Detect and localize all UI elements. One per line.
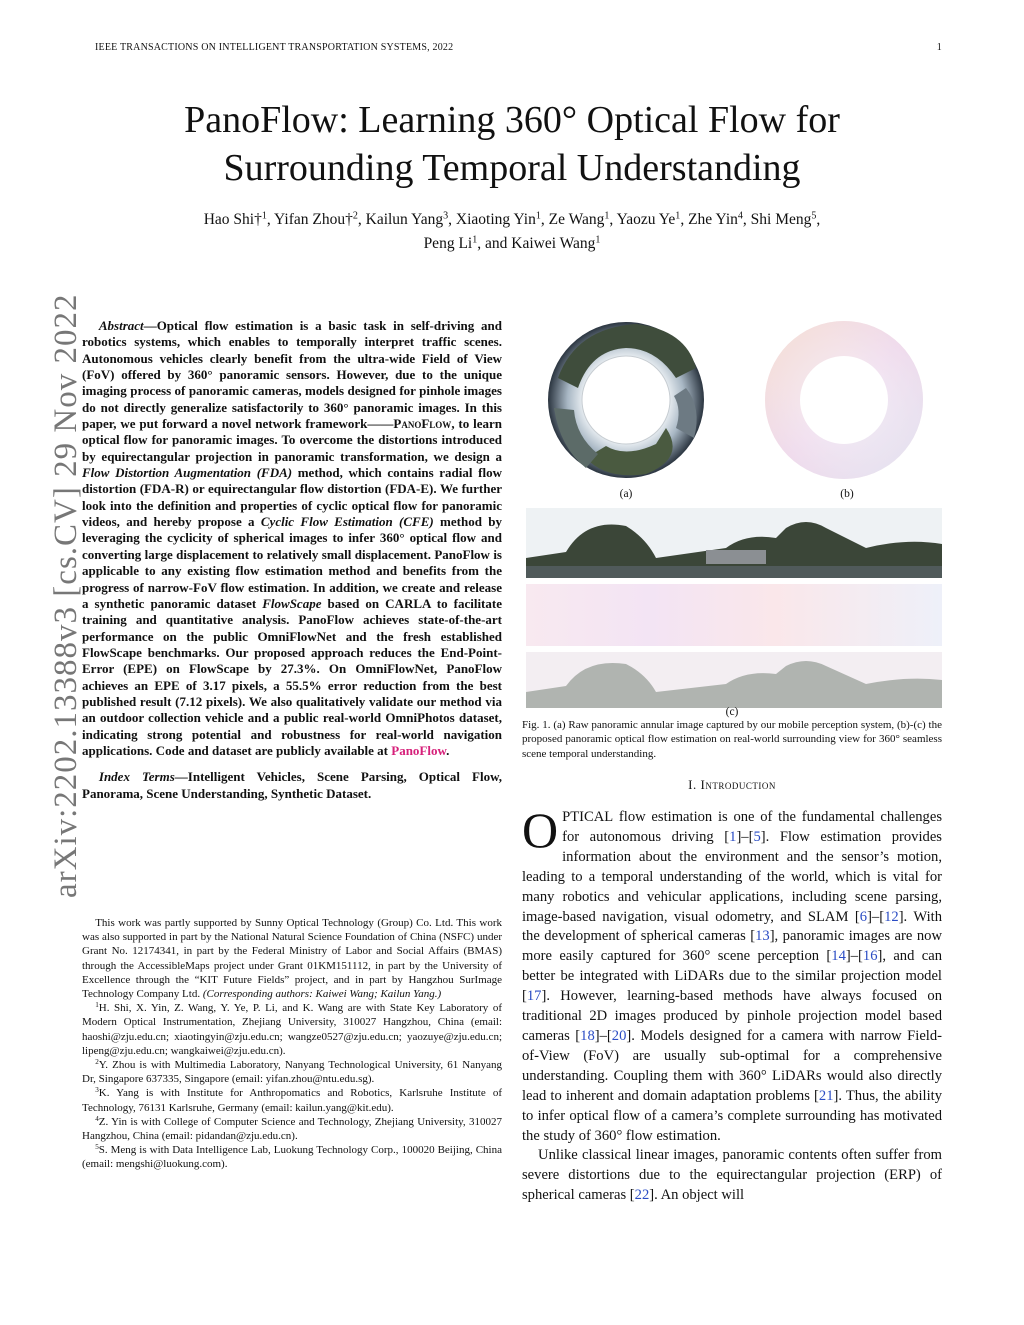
affiliation-note-2: $^2$Y. Zhou is with Multimedia Laboratory, Nanyang Technological University, 61 Nanyang Dr, Singapore 637335, Singapore (email: yifan.zhou@ntu.edu.sg). xyxy=(82,1058,502,1086)
abstract-heading: Abstract xyxy=(98,318,144,333)
affiliation-note-4: $^4$Z. Yin is with College of Computer Science and Technology, Zhejiang University, 310027 Hangzhou, China (email: pidandan@zju.edu.cn). xyxy=(82,1114,502,1143)
label-a: (a) xyxy=(619,488,633,500)
citation-link[interactable]: 17 xyxy=(526,988,542,1005)
running-header xyxy=(95,42,942,58)
panorama-flow-map xyxy=(526,584,942,646)
affiliation-note-1: $^1$H. Shi, X. Yin, Z. Wang, Y. Ye, P. Li, and K. Wang are with State Key Laboratory of Modern Optical Instrumentation, Zhejiang University, 310027 Hangzhou, China (email: haoshi@zju.edu.cn; xiaotingyin@zju.edu.cn; wangze0527@zju.edu.cn; yaozuye@zju.edu.cn; lipeng@zju.edu.cn; wangkaiwei@zju.edu.cn). xyxy=(82,1001,502,1057)
journal-name: IEEE TRANSACTIONS ON INTELLIGENT TRANSPORTATION SYSTEMS, 2022 xyxy=(95,42,454,53)
citation-link[interactable]: 18 xyxy=(580,1027,595,1044)
affiliation-note-5: $^5$S. Meng is with Data Intelligence Lab, Luokung Technology Corp., 100020 Beijing, China (email: mengshi@luokung.com). xyxy=(82,1143,502,1171)
author-line-1: Hao Shi†$^1$, Yifan Zhou†$^2$, Kailun Yang$^3$, Xiaoting Yin$^1$, Ze Wang$^1$, Yaozu Ye$^1$, Zhe Yin$^4$, Shi Meng$^5$, xyxy=(203,210,821,228)
citation-link[interactable]: 16 xyxy=(862,948,878,965)
footnotes xyxy=(82,916,502,1172)
title-line-2: Surrounding Temporal Understanding xyxy=(223,147,801,189)
annular-flow-estimation xyxy=(762,318,926,482)
page-number: 1 xyxy=(936,42,942,53)
abstract: Abstract—Optical flow estimation is a basic task in self-driving and robotics systems, which enables to temporally interpret traffic scenes. Autonomous vehicles clearly benefit from the ultra-wide Field of View (FoV) offered by 360° panoramic sensors. However, due to the unique imaging process of panoramic cameras, models designed for pinhole images do not directly generalize satisfactorily to 360° panoramic images. In this paper, we put forward a novel network framework——PanoFlow, to learn optical flow for panoramic images. To overcome the distortions introduced by equirectangular projection in panoramic transformation, we design a Flow Distortion Augmentation (FDA) method, which contains radial flow distortion (FDA-R) or equirectangular flow distortion (FDA-E). We further look into the definition and properties of cyclic optical flow for panoramic videos, and hereby propose a Cyclic Flow Estimation (CFE) method by leveraging the cyclicity of spherical images to infer 360° optical flow and converting large displacement to relatively small displacement. PanoFlow is applicable to any existing flow estimation method and benefits from the progress of narrow-FoV flow estimation. In addition, we create and release a synthetic panoramic dataset FlowScape based on CARLA to facilitate training and quantitative analysis. PanoFlow achieves state-of-the-art performance on the public OmniFlowNet and the fresh established FlowScape benchmarks. Our proposed approach reduces the End-Point-Error (EPE) on FlowScape by 27.3%. On OmniFlowNet, PanoFlow achieves an EPE of 3.17 pixels, a 55.5% error reduction from the best published result (7.12 pixels). We also qualitatively validate our method via an outdoor collection vehicle and a public real-world OmniPhotos dataset, indicating strong potential and robustness for real-world navigation applications. Code and dataset are publicly available at PanoFlow. xyxy=(82,318,502,758)
affiliation-note-3: $^3$K. Yang is with Institute for Anthropomatics and Robotics, Karlsruhe Institute of Technology, 76131 Karlsruhe, Germany (email: kailun.yang@kit.edu). xyxy=(82,1086,502,1114)
citation-link[interactable]: 20 xyxy=(611,1027,627,1044)
citation-link[interactable]: 1 xyxy=(729,828,737,845)
author-list xyxy=(110,208,914,256)
drop-cap: O xyxy=(522,802,559,858)
citation-link[interactable]: 21 xyxy=(818,1087,834,1104)
code-link[interactable]: PanoFlow xyxy=(391,742,447,758)
citation-link[interactable]: 22 xyxy=(634,1187,650,1204)
label-b: (b) xyxy=(840,488,854,500)
citation-link[interactable]: 13 xyxy=(755,928,770,945)
introduction-text xyxy=(522,802,943,1206)
left-column xyxy=(82,318,502,802)
index-terms: Index Terms—Intelligent Vehicles, Scene Parsing, Optical Flow, Panorama, Scene Understanding, Synthetic Dataset. xyxy=(82,769,503,801)
panorama-overlay xyxy=(526,652,942,708)
intro-paragraph-1: OPTICAL flow estimation is one of the fundamental challenges for autonomous driving [1]–[5]. Flow estimation provides information about the environment and the sensor’s motion, leading to a temporal understanding of the world, which is vital for many robotics and vehicular applications, including scene parsing, image-based navigation, visual odometry, and SLAM [6]–[12]. With the development of spherical cameras [13], panoramic images are now more easily captured for 360° scene perception [14]–[16], and can better be integrated with LiDARs due to the similar projection model [17]. However, learning-based methods have always focused on traditional 2D images produced by pinhole projection model based cameras [18]–[20]. Models designed for a camera with narrow Field-of-View (FoV) are usually sub-optimal for a comprehensive understanding. Coupling them with 360° LiDARs would also directly lead to inherent and domain adaptation problems [21]. Thus, the ability to infer optical flow of a camera’s complete surrounding has motivated the study of 360° flow estimation. xyxy=(522,802,943,1144)
right-column xyxy=(522,318,942,761)
section-heading: I. Introduction xyxy=(688,777,776,792)
figure-caption: Fig. 1. (a) Raw panoramic annular image captured by our mobile perception system, (b)-(c) the proposed panoramic optical flow estimation on real-world surrounding view for 360° seamless scene temporal understanding. xyxy=(522,719,942,760)
panoramic-annular-image xyxy=(546,318,706,482)
citation-link[interactable]: 5 xyxy=(753,828,761,845)
funding-note: This work was partly supported by Sunny Optical Technology (Group) Co. Ltd. This work was also supported in part by the National Natural Science Foundation of China (NSFC) under Grant No. 12174341, in part by the Federal Ministry of Labor and Social Affairs (BMAS) through the AccessibleMaps project under Grant 01KM151112, in part by the University of Excellence through the “KIT Future Fields” project, and in part by Hangzhou SurImage Technology Company Ltd. (Corresponding authors: Kaiwei Wang; Kailun Yang.) xyxy=(82,917,502,1001)
intro-paragraph-2: Unlike classical linear images, panoramic contents often suffer from severe distortions due to the equirectangular projection (ERP) of spherical cameras [22]. An object will xyxy=(522,1147,942,1204)
citation-link[interactable]: 6 xyxy=(859,908,868,925)
paper-title xyxy=(100,96,924,192)
figure-1 xyxy=(522,318,942,718)
unwrapped-panorama xyxy=(526,508,942,578)
citation-link[interactable]: 14 xyxy=(831,948,846,965)
citation-link[interactable]: 12 xyxy=(884,908,899,925)
title-line-1: PanoFlow: Learning 360° Optical Flow for xyxy=(184,99,840,141)
arxiv-identifier: arXiv:2202.13388v3 [cs.CV] 29 Nov 2022 xyxy=(48,293,84,898)
author-line-2: Peng Li$^1$, and Kaiwei Wang$^1$ xyxy=(423,234,601,252)
label-c: (c) xyxy=(725,706,739,718)
